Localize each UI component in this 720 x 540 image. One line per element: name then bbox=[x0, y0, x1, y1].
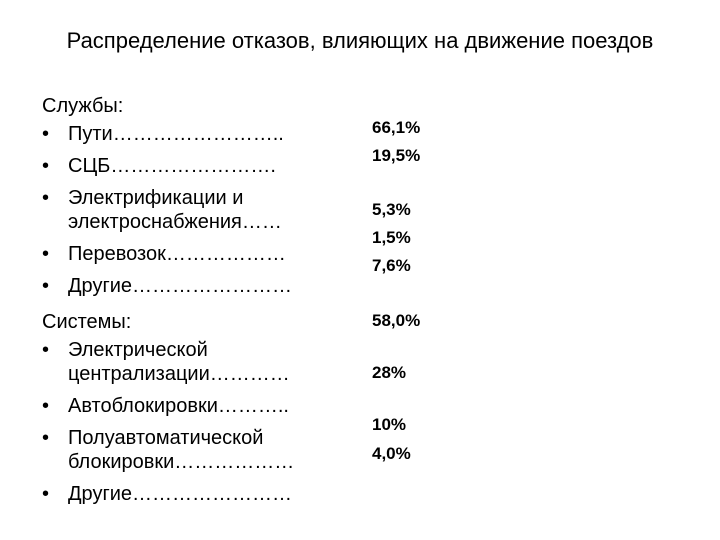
content-list bbox=[42, 90, 362, 514]
item-label: Электрификации и электроснабжения…… bbox=[68, 187, 282, 233]
list-item bbox=[42, 154, 362, 178]
item-label: СЦБ……………………. bbox=[68, 155, 276, 177]
bullet-icon: • bbox=[42, 123, 50, 145]
systems-heading: Системы: bbox=[42, 311, 132, 333]
item-value: 4,0% bbox=[372, 444, 411, 463]
list-item bbox=[42, 426, 362, 474]
bullet-icon: • bbox=[42, 187, 50, 209]
bullet-icon: • bbox=[42, 155, 50, 177]
list-item bbox=[42, 242, 362, 266]
item-value: 66,1% bbox=[372, 118, 421, 137]
item-label: Электрической централизации………… bbox=[68, 339, 290, 385]
list-item bbox=[42, 274, 362, 298]
item-label: Другие…………………… bbox=[68, 483, 293, 505]
item-value: 10% bbox=[372, 415, 407, 434]
item-value: 5,3% bbox=[372, 200, 411, 219]
list-item bbox=[42, 482, 362, 506]
bullet-icon: • bbox=[42, 483, 50, 505]
bullet-icon: • bbox=[42, 243, 50, 265]
services-heading: Службы: bbox=[42, 95, 124, 117]
bullet-icon: • bbox=[42, 427, 50, 449]
list-item bbox=[42, 122, 362, 146]
bullet-icon: • bbox=[42, 275, 50, 297]
list-item bbox=[42, 186, 362, 234]
item-label: Пути…………………….. bbox=[68, 123, 284, 145]
item-label: Перевозок……………… bbox=[68, 243, 286, 265]
bullet-icon: • bbox=[42, 395, 50, 417]
item-label: Другие…………………… bbox=[68, 275, 293, 297]
list-item bbox=[42, 338, 362, 386]
item-value: 7,6% bbox=[372, 256, 411, 275]
item-value: 58,0% bbox=[372, 311, 421, 330]
item-value: 28% bbox=[372, 363, 407, 382]
item-label: Автоблокировки……….. bbox=[68, 395, 289, 417]
list-item bbox=[42, 394, 362, 418]
item-value: 1,5% bbox=[372, 228, 411, 247]
bullet-icon: • bbox=[42, 339, 50, 361]
item-label: Полуавтоматической блокировки……………… bbox=[68, 427, 295, 473]
item-value: 19,5% bbox=[372, 146, 421, 165]
slide-title: Распределение отказов, влияющих на движение поездов bbox=[66, 28, 654, 53]
